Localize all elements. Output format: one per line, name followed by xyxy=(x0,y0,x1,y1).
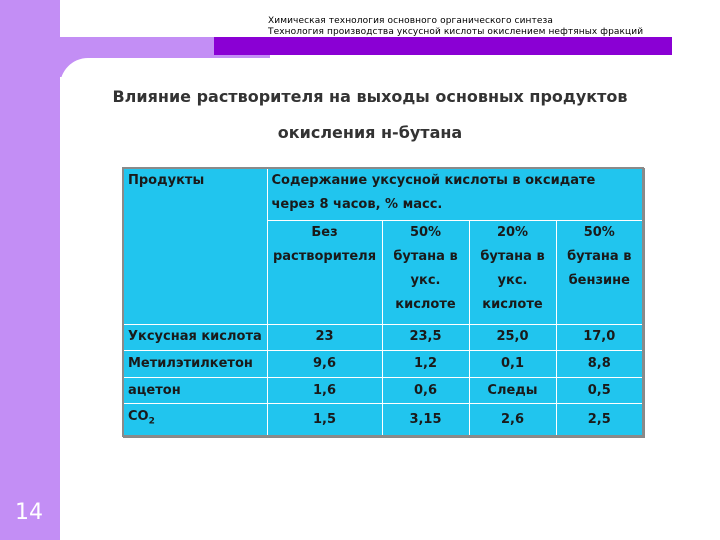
product-cell: Метилэтилкетон xyxy=(123,351,267,378)
value-cell: 1,2 xyxy=(382,351,469,378)
table-header-row xyxy=(123,168,643,221)
table-row xyxy=(123,404,643,436)
header-course-title: Химическая технология основного органического синтеза xyxy=(268,16,554,26)
slide-title-line2: окисления н-бутана xyxy=(277,123,463,142)
header-topic-title: Технология производства уксусной кислоты окислением нефтяных фракций xyxy=(268,27,644,37)
value-cell: 25,0 xyxy=(469,324,556,351)
value-cell: 2,6 xyxy=(469,404,556,436)
header-content-title: Содержание уксусной кислоты в оксидате через 8 часов, % масс. xyxy=(267,168,643,221)
value-cell: 3,15 xyxy=(382,404,469,436)
page-number: 14 xyxy=(15,500,43,525)
value-cell: 1,6 xyxy=(267,377,382,404)
table-row xyxy=(123,351,643,378)
header-col-no-solvent: Без растворителя xyxy=(267,221,382,324)
product-cell: ацетон xyxy=(123,377,267,404)
value-cell: 0,1 xyxy=(469,351,556,378)
product-cell: Уксусная кислота xyxy=(123,324,267,351)
slide-title-line1: Влияние растворителя на выходы основных продуктов xyxy=(112,87,628,106)
value-cell: 9,6 xyxy=(267,351,382,378)
value-cell: 23,5 xyxy=(382,324,469,351)
product-formula-subscript: 2 xyxy=(148,417,155,427)
value-cell: 1,5 xyxy=(267,404,382,436)
value-cell: 23 xyxy=(267,324,382,351)
value-cell: 0,5 xyxy=(556,377,643,404)
header-col-20-acetic: 20% бутана в укс. кислоте xyxy=(469,221,556,324)
value-cell: Следы xyxy=(469,377,556,404)
header-stripe xyxy=(214,37,672,55)
table-row xyxy=(123,377,643,404)
value-cell: 8,8 xyxy=(556,351,643,378)
header-col-50-benzine: 50% бутана в бензине xyxy=(556,221,643,324)
header-col-50-acetic: 50% бутана в укс. кислоте xyxy=(382,221,469,324)
product-cell xyxy=(123,404,267,436)
product-formula: CO xyxy=(128,409,149,425)
value-cell: 0,6 xyxy=(382,377,469,404)
value-cell: 17,0 xyxy=(556,324,643,351)
value-cell: 2,5 xyxy=(556,404,643,436)
table-row xyxy=(123,324,643,351)
left-sidebar-bar xyxy=(0,0,60,540)
products-table xyxy=(122,167,644,437)
header-products: Продукты xyxy=(123,168,267,324)
